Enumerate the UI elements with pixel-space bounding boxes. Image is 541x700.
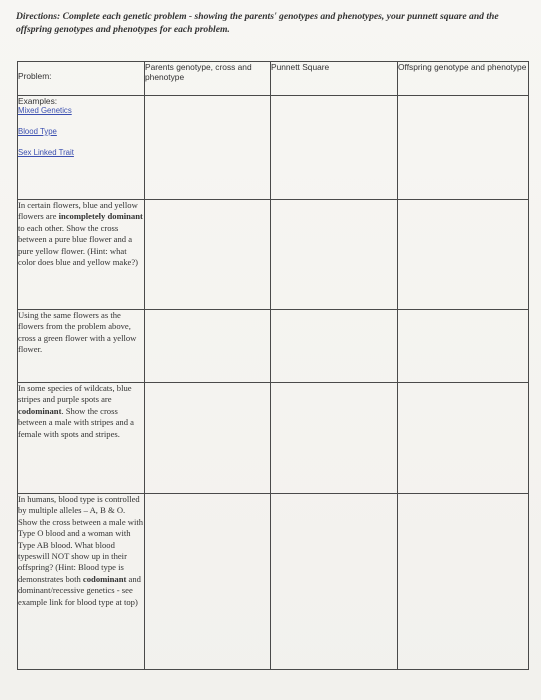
table-row-problem-1	[18, 200, 529, 310]
header-parents: Parents genotype, cross and phenotype	[145, 62, 271, 96]
answer-cell[interactable]	[398, 383, 529, 494]
table-row-problem-2	[18, 310, 529, 383]
header-problem: Problem:	[18, 62, 145, 96]
table-row-problem-3	[18, 383, 529, 494]
link-blood-type[interactable]: Blood Type	[18, 127, 57, 136]
header-offspring: Offspring genotype and phenotype	[398, 62, 529, 96]
answer-cell[interactable]	[271, 310, 398, 383]
link-sex-linked-trait[interactable]: Sex Linked Trait	[18, 148, 74, 157]
examples-cell	[18, 96, 145, 200]
header-punnett: Punnett Square	[271, 62, 398, 96]
examples-label: Examples:	[18, 96, 58, 106]
answer-cell[interactable]	[271, 200, 398, 310]
answer-cell[interactable]	[271, 383, 398, 494]
answer-cell[interactable]	[271, 96, 398, 200]
header-row	[18, 62, 529, 96]
table-row-problem-4	[18, 494, 529, 670]
answer-cell[interactable]	[271, 494, 398, 670]
problem-3-text: In some species of wildcats, blue stripes and purple spots are codominant. Show the cross between a male with stripes and a female with spots and stripes.	[18, 383, 145, 494]
answer-cell[interactable]	[145, 383, 271, 494]
answer-cell[interactable]	[145, 96, 271, 200]
problem-4-text: In humans, blood type is controlled by multiple alleles – A, B & O. Show the cross between a male with Type O blood and a woman with Type AB blood. What blood typeswill NOT show up in their offspring? (Hint: Blood type is demonstrates both codominant and dominant/recessive genetics - see example link for blood type at top)	[18, 494, 145, 670]
answer-cell[interactable]	[398, 494, 529, 670]
answer-cell[interactable]	[398, 200, 529, 310]
answer-cell[interactable]	[145, 310, 271, 383]
problem-2-text: Using the same flowers as the flowers from the problem above, cross a green flower with a yellow flower.	[18, 310, 145, 383]
answer-cell[interactable]	[145, 200, 271, 310]
directions-text: Directions: Complete each genetic problem - showing the parents' genotypes and phenotypes, your punnett square and the offspring genotypes and phenotypes for each problem.	[16, 11, 499, 35]
answer-cell[interactable]	[398, 310, 529, 383]
problem-1-text: In certain flowers, blue and yellow flowers are incompletely dominant to each other. Show the cross between a pure blue flower and a pure yellow flower. (Hint: what color does blue and yellow make?)	[18, 200, 145, 310]
link-mixed-genetics[interactable]: Mixed Genetics	[18, 106, 72, 115]
answer-cell[interactable]	[145, 494, 271, 670]
genetics-worksheet-table	[17, 61, 529, 670]
table-row-examples	[18, 96, 529, 200]
answer-cell[interactable]	[398, 96, 529, 200]
